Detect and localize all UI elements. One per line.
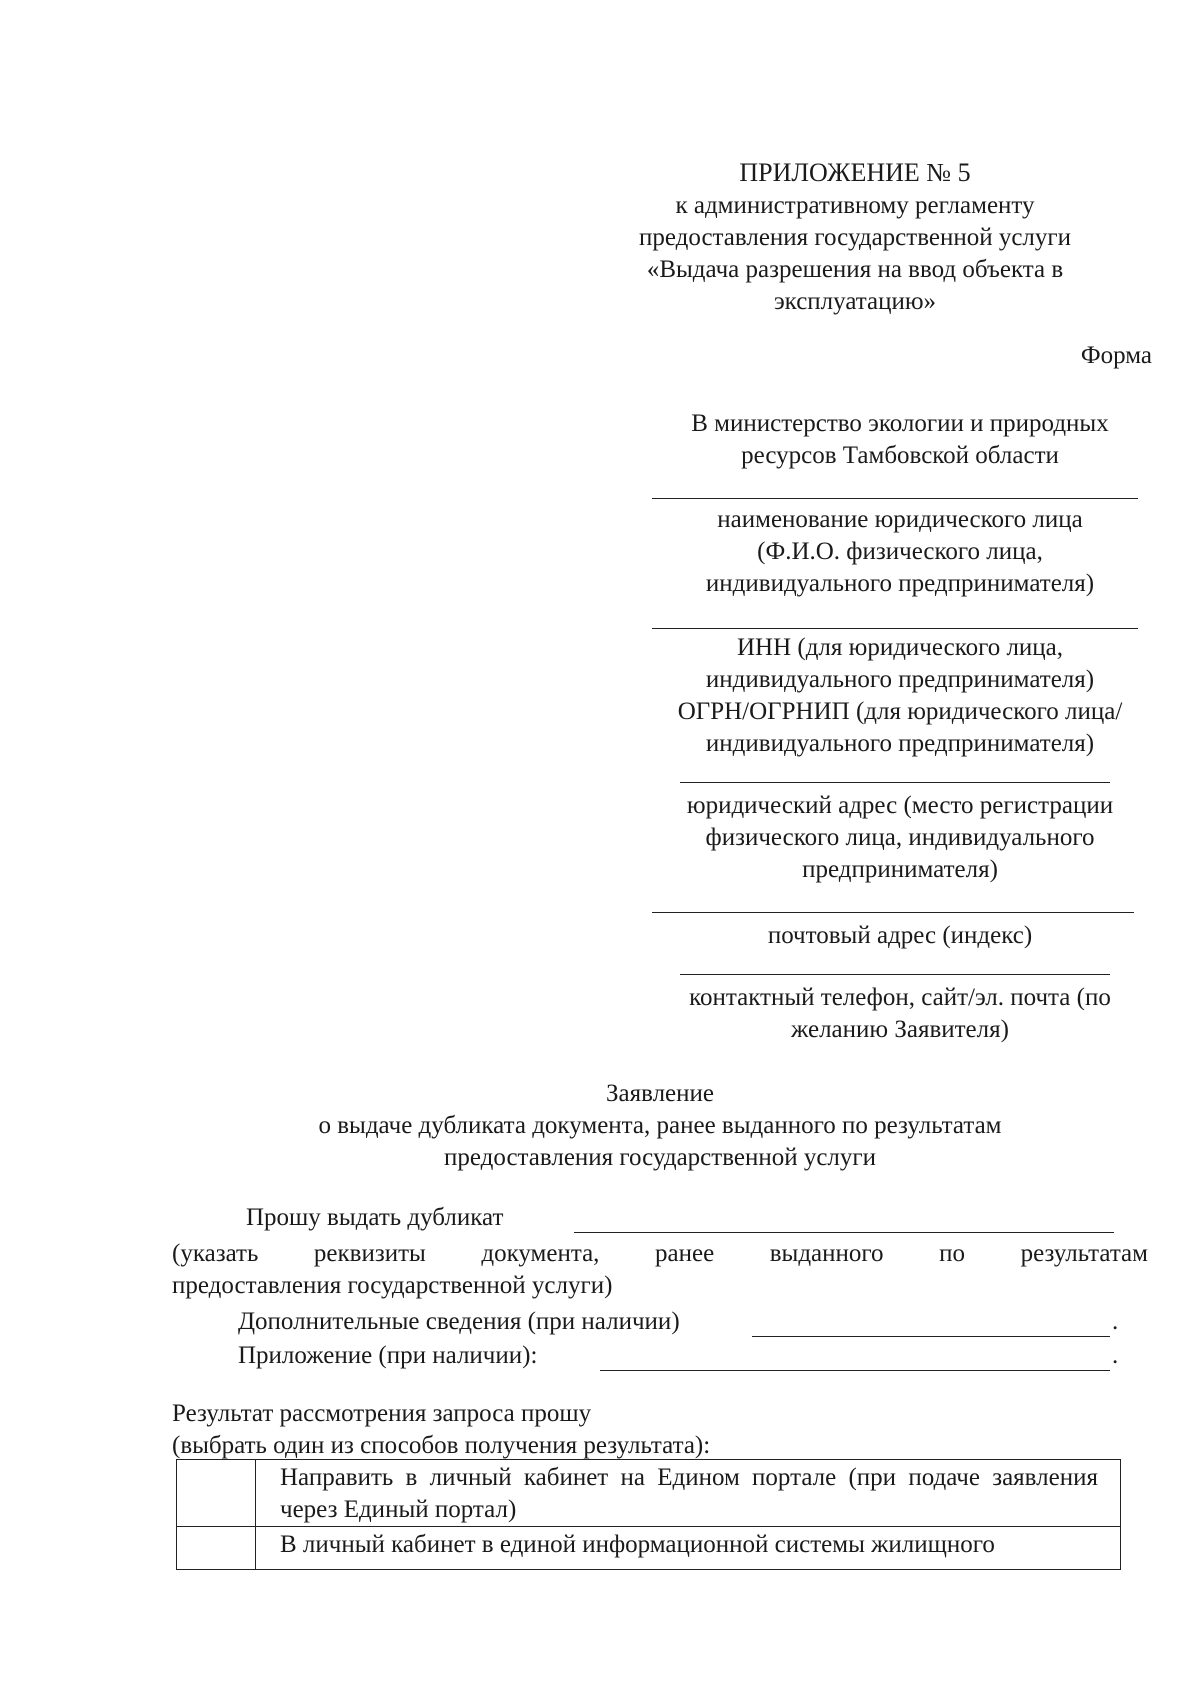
statement-line: предоставления государственной услуги <box>443 1144 877 1171</box>
ministry-line: ресурсов Тамбовской области <box>741 442 1059 469</box>
caption-line: юридический адрес (место регистрации <box>686 792 1114 819</box>
option-checkbox[interactable] <box>177 1460 256 1527</box>
appendix-line: предоставления государственной услуги <box>638 224 1072 251</box>
option-row <box>177 1527 1121 1570</box>
additional-period: . <box>1112 1308 1119 1335</box>
name-caption <box>640 504 1160 600</box>
ministry-block <box>640 408 1160 472</box>
caption-line: предпринимателя) <box>802 856 998 883</box>
attachment-label: Приложение (при наличии): <box>238 1342 538 1369</box>
result-label: Результат рассмотрения запроса прошу <box>172 1400 592 1427</box>
contact-field-line[interactable] <box>680 974 1110 975</box>
hint-word: документа, <box>481 1240 600 1267</box>
statement-line: о выдаче дубликата документа, ранее выданного по результатам <box>318 1112 1002 1139</box>
caption-line: физического лица, индивидуального <box>705 824 1095 851</box>
appendix-line: к административному регламенту <box>675 192 1035 219</box>
attachment-field-line[interactable] <box>600 1370 1110 1371</box>
appendix-header <box>590 156 1120 318</box>
postal-caption: почтовый адрес (индекс) <box>767 922 1033 949</box>
inn-field-line[interactable] <box>652 628 1138 629</box>
caption-line: ИНН (для юридического лица, <box>736 634 1064 661</box>
address-field-line[interactable] <box>680 782 1110 783</box>
statement-title: Заявление <box>605 1080 715 1107</box>
appendix-title: ПРИЛОЖЕНИЕ № 5 <box>739 158 971 187</box>
caption-line: индивидуального предпринимателя) <box>705 730 1095 757</box>
statement-heading <box>160 1078 1160 1174</box>
duplicate-field-line[interactable] <box>574 1232 1114 1233</box>
contact-caption <box>640 982 1160 1046</box>
caption-line: желанию Заявителя) <box>791 1016 1009 1043</box>
option-text: Направить в личный кабинет на Едином портале (при подаче заявления через Единый портал) <box>256 1460 1121 1527</box>
postal-field-line[interactable] <box>652 912 1134 913</box>
hint-word: реквизиты <box>313 1240 426 1267</box>
hint-word: (указать <box>172 1240 259 1267</box>
name-field-line[interactable] <box>652 498 1138 499</box>
duplicate-label: Прошу выдать дубликат <box>246 1204 504 1231</box>
hint-line <box>172 1238 1148 1270</box>
caption-line: наименование юридического лица <box>717 506 1083 533</box>
ministry-line: В министерство экологии и природных <box>691 410 1109 437</box>
caption-line: индивидуального предпринимателя) <box>705 570 1095 597</box>
option-row <box>177 1460 1121 1527</box>
hint-word: выданного <box>769 1240 884 1267</box>
appendix-line: «Выдача разрешения на ввод объекта в <box>646 256 1064 283</box>
hint-line-2: предоставления государственной услуги) <box>172 1272 613 1299</box>
hint-word: ранее <box>655 1240 715 1267</box>
address-caption <box>640 790 1160 886</box>
appendix-line: эксплуатацию» <box>773 288 937 315</box>
caption-line: ОГРН/ОГРНИП (для юридического лица/ <box>677 698 1123 725</box>
form-label: Форма <box>1080 342 1152 369</box>
attachment-period: . <box>1112 1342 1119 1369</box>
caption-line: контактный телефон, сайт/эл. почта (по <box>689 984 1111 1011</box>
additional-field-line[interactable] <box>752 1336 1110 1337</box>
result-options-table <box>176 1459 1121 1570</box>
hint-word: по <box>939 1240 965 1267</box>
inn-caption <box>640 632 1160 760</box>
hint-word: результатам <box>1020 1240 1148 1267</box>
option-checkbox[interactable] <box>177 1527 256 1570</box>
additional-label: Дополнительные сведения (при наличии) <box>238 1308 680 1335</box>
result-hint: (выбрать один из способов получения результата): <box>172 1432 711 1459</box>
caption-line: индивидуального предпринимателя) <box>705 666 1095 693</box>
caption-line: (Ф.И.О. физического лица, <box>757 538 1043 565</box>
option-text: В личный кабинет в единой информационной системы жилищного <box>256 1527 1121 1570</box>
